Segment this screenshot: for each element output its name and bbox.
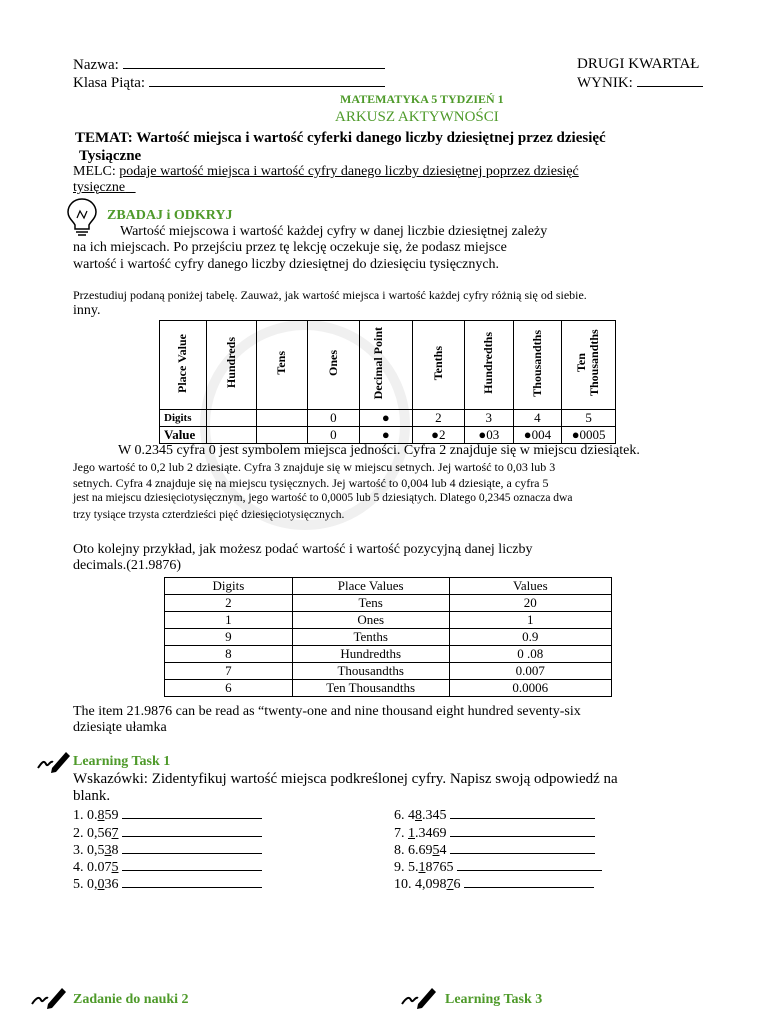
table-cell: 3 [465, 410, 514, 427]
topic-line-2: Tysiączne [79, 148, 142, 164]
lightbulb-icon [64, 196, 100, 236]
header-cell: Decimal Point [360, 321, 413, 410]
example-line-2: decimals.(21.9876) [73, 558, 182, 573]
example-line-1: Oto kolejny przykład, jak możesz podać wartość i wartość pozycyjną danej liczby [73, 542, 533, 557]
subject-title: MATEMATYKA 5 TYDZIEŃ 1 [340, 92, 504, 106]
table-cell [206, 410, 256, 427]
task1-title: Learning Task 1 [73, 754, 171, 769]
read-as-line-1: The item 21.9876 can be read as “twenty-one and nine thousand eight hundred seventy-six [73, 704, 581, 719]
header-cell: Tens [257, 321, 307, 410]
pen-writing-icon [400, 984, 440, 1010]
task-item-1[interactable]: 1. 0.859 [73, 806, 262, 824]
table-cell: 1 [165, 612, 293, 629]
header-cell: Thousandths [513, 321, 562, 410]
table-row [165, 646, 612, 663]
task-item-10[interactable]: 10. 4,09876 [394, 875, 594, 893]
answer-blank[interactable] [464, 875, 594, 888]
pen-writing-icon [36, 748, 72, 774]
table-row [165, 629, 612, 646]
table-cell: 7 [165, 663, 293, 680]
task-item-6[interactable]: 6. 48.345 [394, 806, 595, 824]
table-cell: 0 [307, 410, 359, 427]
read-as-line-2: dziesiąte ułamka [73, 720, 167, 735]
explanation-line-1: W 0.2345 cyfra 0 jest symbolem miejsca jedności. Cyfra 2 znajduje się w miejscu dziesiątek. [118, 443, 640, 458]
class-label: Klasa Piąta: [73, 75, 146, 91]
answer-blank[interactable] [122, 824, 262, 837]
table-cell: ● [360, 410, 413, 427]
task-item-7[interactable]: 7. 1.3469 [394, 824, 595, 842]
table-cell: ● [360, 427, 413, 444]
answer-blank[interactable] [122, 806, 262, 819]
name-field[interactable] [73, 56, 385, 74]
explanation-line-5: trzy tysiące trzysta czterdzieści pięć dziesięciotysięcznych. [73, 509, 345, 521]
score-blank[interactable] [637, 74, 703, 87]
place-value-header-row [160, 321, 616, 410]
melc-text-2: tysięczne [73, 180, 126, 195]
column-header: Place Values [292, 578, 449, 595]
table-cell [257, 410, 307, 427]
task-item-9[interactable]: 9. 5.18765 [394, 858, 602, 876]
table-cell: ●004 [513, 427, 562, 444]
task-item-2[interactable]: 2. 0,567 [73, 824, 262, 842]
header-cell: Hundreds [206, 321, 256, 410]
answer-blank[interactable] [122, 858, 262, 871]
answer-blank[interactable] [450, 806, 595, 819]
table-header-row [165, 578, 612, 595]
digits-row [160, 410, 616, 427]
table-cell: 0 [307, 427, 359, 444]
table-cell: 5 [562, 410, 616, 427]
table-cell: 8 [165, 646, 293, 663]
answer-blank[interactable] [450, 841, 595, 854]
table-cell: 0.0006 [449, 680, 611, 697]
task-item-8[interactable]: 8. 6.6954 [394, 841, 595, 859]
digits-label: Digits [160, 410, 207, 427]
table-cell: ●2 [412, 427, 464, 444]
answer-blank[interactable] [122, 875, 262, 888]
column-header: Values [449, 578, 611, 595]
task1-instructions-2: blank. [73, 788, 111, 804]
table-cell: ●0005 [562, 427, 616, 444]
table-row [165, 680, 612, 697]
explore-title: ZBADAJ i ODKRYJ [107, 208, 233, 223]
task3-title: Learning Task 3 [445, 992, 543, 1007]
task1-instructions-1: Wskazówki: Zidentyfikuj wartość miejsca podkreślonej cyfry. Napisz swoją odpowiedź na [73, 771, 618, 787]
table-cell: 6 [165, 680, 293, 697]
table-cell: Thousandths [292, 663, 449, 680]
header-cell: Place Value [160, 321, 207, 410]
value-row [160, 427, 616, 444]
melc-line-1 [73, 164, 579, 180]
task-item-5[interactable]: 5. 0,036 [73, 875, 262, 893]
table-cell: 2 [165, 595, 293, 612]
table-cell: 1 [449, 612, 611, 629]
place-value-table [159, 320, 616, 444]
explore-p1: Wartość miejscowa i wartość każdej cyfry w danej liczbie dziesiętnej zależy [120, 224, 548, 239]
table-cell: ●03 [465, 427, 514, 444]
table-cell: 0 .08 [449, 646, 611, 663]
table-cell: Tenths [292, 629, 449, 646]
table-cell: 9 [165, 629, 293, 646]
explanation-line-4: jest na miejscu dziesięciotysięcznym, jego wartość to 0,0005 lub 5 dziesiątych. Dlatego 0,2345 oznacza dwa [73, 492, 573, 504]
score-label: WYNIK: [577, 75, 633, 91]
table-cell: 2 [412, 410, 464, 427]
header-cell: Tenths [412, 321, 464, 410]
answer-blank[interactable] [122, 841, 262, 854]
table-row [165, 612, 612, 629]
study-line-2: inny. [73, 303, 101, 318]
sheet-title: ARKUSZ AKTYWNOŚCI [335, 109, 499, 125]
answer-blank[interactable] [457, 858, 602, 871]
header-cell: Ones [307, 321, 359, 410]
task-item-3[interactable]: 3. 0,538 [73, 841, 262, 859]
explanation-line-3: setnych. Cyfra 4 znajduje się na miejscu tysięcznych. Jej wartość to 0,004 lub 4 dziesiąte, a cyfra 5 [73, 476, 549, 490]
column-header: Digits [165, 578, 293, 595]
table-cell [206, 427, 256, 444]
task2-title: Zadanie do nauki 2 [73, 992, 189, 1007]
answer-blank[interactable] [450, 824, 595, 837]
score-field[interactable] [577, 74, 703, 92]
table-cell: Tens [292, 595, 449, 612]
table-cell: 0.9 [449, 629, 611, 646]
table-cell: 0.007 [449, 663, 611, 680]
melc-label: MELC: [73, 164, 116, 179]
explanation-line-2: Jego wartość to 0,2 lub 2 dziesiąte. Cyfra 3 znajduje się w miejscu setnych. Jej wartość to 0,03 lub 3 [73, 460, 556, 474]
name-blank[interactable] [123, 56, 385, 69]
table-cell [257, 427, 307, 444]
topic-line-1: TEMAT: Wartość miejsca i wartość cyferki danego liczby dziesiętnej przez dziesięć [75, 130, 606, 146]
study-line-1: Przestudiuj podaną poniżej tabelę. Zauważ, jak wartość miejsca i wartość każdej cyfry różnią się od siebie. [73, 288, 587, 302]
table-row [165, 663, 612, 680]
value-label: Value [160, 427, 207, 444]
header-cell: Ten Thousandths [562, 321, 616, 410]
table-row [165, 595, 612, 612]
table-cell: 20 [449, 595, 611, 612]
table-cell: Ones [292, 612, 449, 629]
task-item-4[interactable]: 4. 0.075 [73, 858, 262, 876]
table-cell: Hundredths [292, 646, 449, 663]
melc-text-1: podaje wartość miejsca i wartość cyfry danego liczby dziesiętnej poprzez dziesięć [119, 164, 579, 179]
quarter-label: DRUGI KWARTAŁ [577, 56, 700, 72]
explore-p2: na ich miejscach. Po przejściu przez tę lekcję oczekuje się, że podasz miejsce [73, 240, 507, 255]
explore-p3: wartość i wartość cyfry danego liczby dziesiętnej do dziesięciu tysięcznych. [73, 257, 500, 272]
table-cell: Ten Thousandths [292, 680, 449, 697]
header-cell: Hundredths [465, 321, 514, 410]
class-field[interactable] [73, 74, 385, 92]
name-label: Nazwa: [73, 57, 119, 73]
table-cell: 4 [513, 410, 562, 427]
pen-writing-icon [30, 984, 70, 1010]
class-blank[interactable] [149, 74, 385, 87]
digits-values-table [164, 577, 612, 697]
